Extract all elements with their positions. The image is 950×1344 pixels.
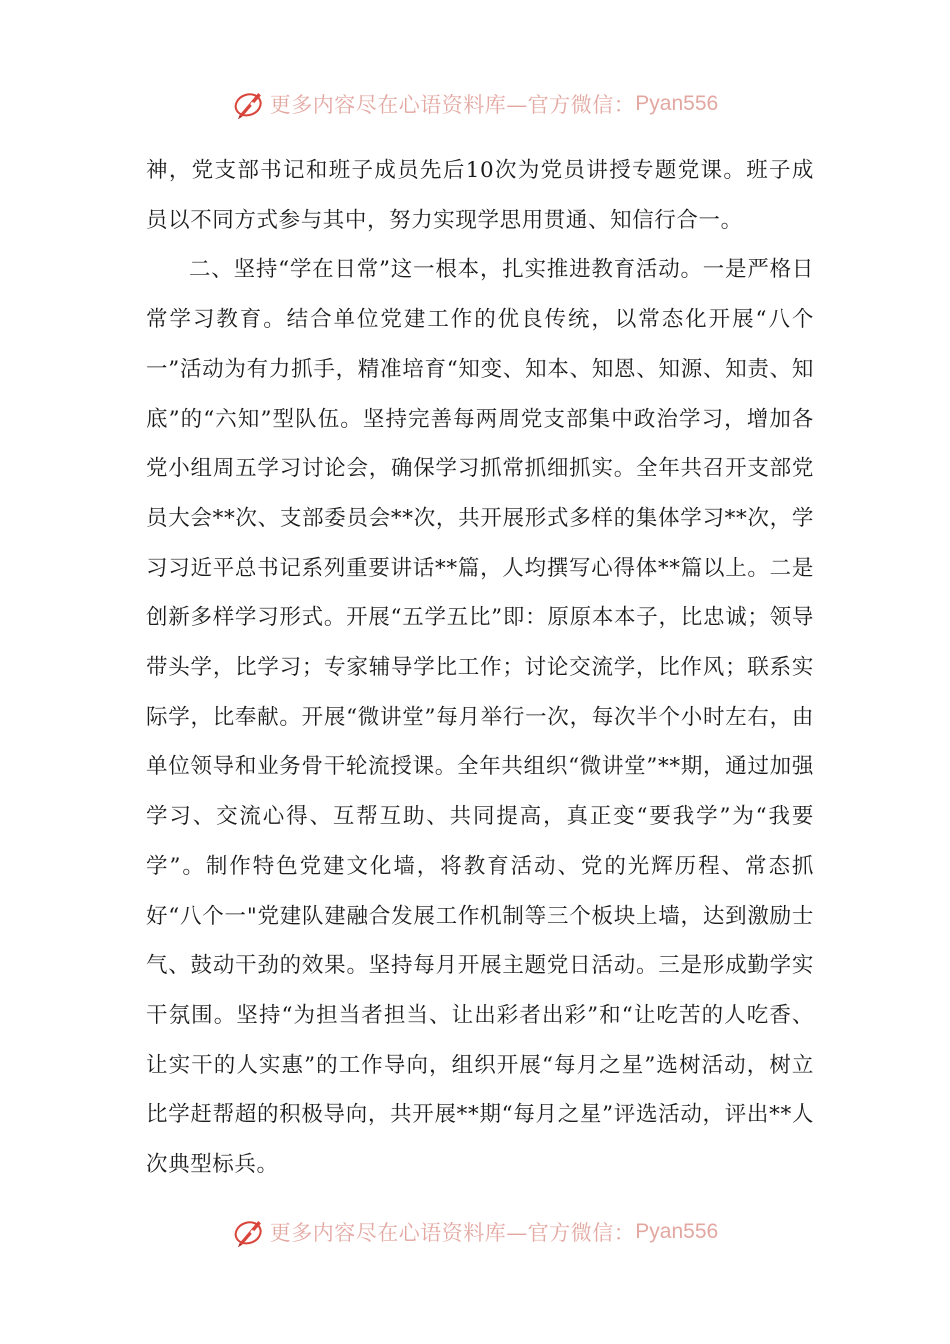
pen-circle-logo-icon <box>232 87 266 121</box>
paragraph-continuation: 神，党支部书记和班子成员先后10次为党员讲授专题党课。班子成员以不同方式参与其中，努力实现学思用贯通、知信行合一。 <box>146 158 814 233</box>
pen-circle-logo-icon <box>232 1215 266 1249</box>
document-body <box>146 146 814 1190</box>
footer-watermark <box>0 1212 950 1252</box>
header-watermark <box>0 84 950 124</box>
paragraph-section-two: 二、坚持“学在日常”这一根本，扎实推进教育活动。一是严格日常学习教育。结合单位党建工作的优良传统，以常态化开展“八个一”活动为有力抓手，精准培育“知变、知本、知恩、知源、知责、知底”的“六知”型队伍。坚持完善每两周党支部集中政治学习，增加各党小组周五学习讨论会，确保学习抓常抓细抓实。全年共召开支部党员大会**次、支部委员会**次，共开展形式多样的集体学习**次，学习习近平总书记系列重要讲话**篇，人均撰写心得体**篇以上。二是创新多样学习形式。开展“五学五比”即：原原本本子，比忠诚；领导带头学，比学习；专家辅导学比工作；讨论交流学，比作风；联系实际学，比奉献。开展“微讲堂”每月举行一次，每次半个小时左右，由单位领导和业务骨干轮流授课。全年共组织“微讲堂”**期，通过加强学习、交流心得、互帮互助、共同提高，真正变“要我学”为“我要学”。制作特色党建文化墙，将教育活动、党的光辉历程、常态抓好“八个一"党建队建融合发展工作机制等三个板块上墙，达到激励士气、鼓动干劲的效果。坚持每月开展主题党日活动。三是形成勤学实干氛围。坚持“为担当者担当、让出彩者出彩”和“让吃苦的人吃香、让实干的人实惠”的工作导向，组织开展“每月之星”选树活动，树立比学赶帮超的积极导向，共开展**期“每月之星”评选活动，评出**人次典型标兵。 <box>146 257 814 1178</box>
watermark-handle: Pyan556 <box>635 1220 719 1243</box>
watermark-handle: Pyan556 <box>635 92 719 115</box>
watermark-text: 更多内容尽在心语资料库—官方微信： <box>269 93 636 117</box>
watermark-text: 更多内容尽在心语资料库—官方微信： <box>269 1221 636 1245</box>
